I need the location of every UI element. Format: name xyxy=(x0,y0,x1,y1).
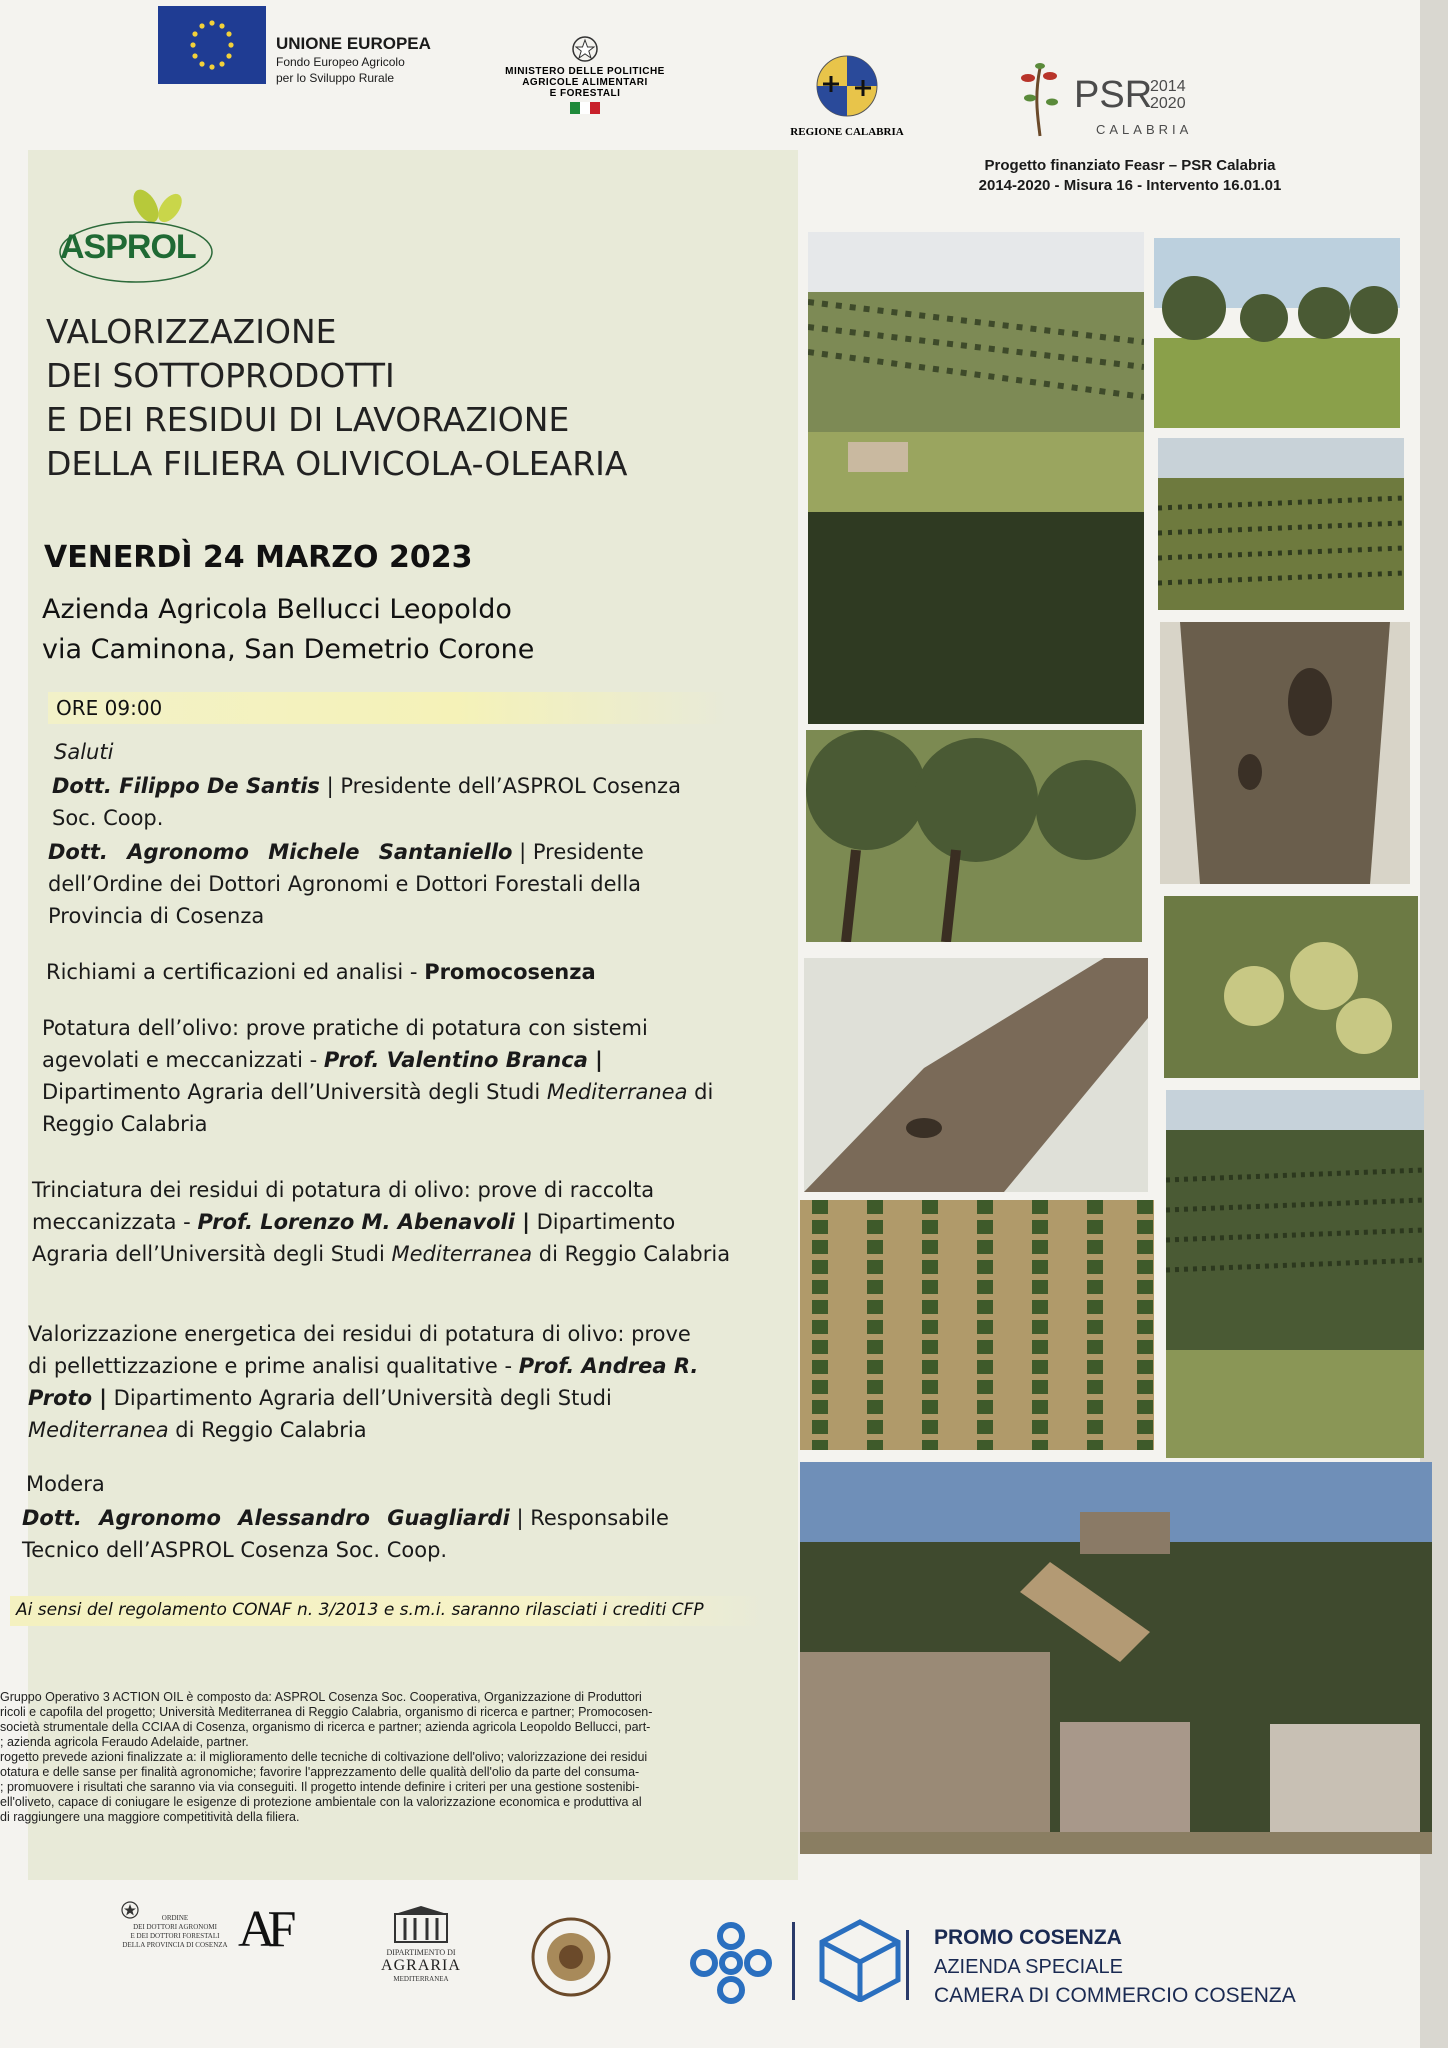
speaker-role-cont: Provincia di Cosenza xyxy=(48,904,265,928)
title-line: E DEI RESIDUI DI LAVORAZIONE xyxy=(46,400,570,439)
ministero-line-2: AGRICOLE ALIMENTARI xyxy=(522,77,648,88)
talk-affiliation: Dipartimento Agraria dell’Università degli Studi xyxy=(106,1386,612,1410)
talk-text: Trinciatura dei residui di potatura di olivo: prove di raccolta xyxy=(32,1178,655,1202)
olive-branch-icon xyxy=(1010,58,1070,138)
footer-logos xyxy=(0,1880,1420,2048)
talk-trinciatura xyxy=(32,1174,772,1270)
talk-affiliation-it: Mediterranea xyxy=(546,1080,688,1104)
ordine-line: E DEI DOTTORI FORESTALI xyxy=(130,1932,220,1940)
title-line: VALORIZZAZIONE xyxy=(46,312,337,351)
eu-label xyxy=(276,34,431,86)
psr-region: CALABRIA xyxy=(1096,122,1193,137)
speaker-role: | Responsabile xyxy=(509,1506,669,1530)
venue-line-2: via Caminona, San Demetrio Corone xyxy=(42,634,535,665)
partners-line: Gruppo Operativo 3 ACTION OIL è composto da: ASPROL Cosenza Soc. Cooperativa, Organizzazione di Produttori xyxy=(0,1690,642,1704)
speaker-santaniello xyxy=(48,836,768,932)
regione-label: REGIONE CALABRIA xyxy=(790,126,904,138)
ministero-logo xyxy=(490,34,680,114)
talk-valorizzazione xyxy=(28,1318,778,1446)
talk-affiliation-it: Mediterranea xyxy=(391,1242,533,1266)
promo-cosenza-name: PROMO COSENZA xyxy=(934,1926,1122,1949)
ordine-line: DEI DOTTORI AGRONOMI xyxy=(133,1923,217,1931)
talk-potatura xyxy=(42,1012,762,1140)
agraria-logo xyxy=(366,1904,476,1983)
ordine-logo-text xyxy=(110,1914,240,1950)
partners-line: ; promuovere i risultati che saranno via via conseguiti. Il progetto intende definire i criteri per una gestione sostenibi- xyxy=(0,1780,640,1794)
eu-title: UNIONE EUROPEA xyxy=(276,34,431,53)
promo-cosenza-line-1: AZIENDA SPECIALE xyxy=(934,1956,1123,1978)
asprol-word: ASPROL xyxy=(60,228,196,266)
talk-text: Potatura dell’olivo: prove pratiche di potatura con sistemi xyxy=(42,1016,648,1040)
psr-word: PSR xyxy=(1074,74,1153,116)
partners-line: ell'oliveto, capace di coniugare le esigenze di protezione ambientale con la valorizzazione economica e produttiva al xyxy=(0,1795,642,1809)
psr-year-end: 2020 xyxy=(1150,95,1186,112)
eu-sub-2: per lo Sviluppo Rurale xyxy=(276,71,395,85)
promo-cosenza-line-2: CAMERA DI COMMERCIO COSENZA xyxy=(934,1984,1296,2007)
ministero-line-3: E FORESTALI xyxy=(549,88,621,99)
project-line-2: 2014-2020 - Misura 16 - Intervento 16.01.01 xyxy=(978,177,1282,194)
partners-line: ricoli e capofila del progetto; Università Mediterranea di Reggio Calabria, organismo di ricerca e partner; Promocosen- xyxy=(0,1705,653,1719)
saluti-label: Saluti xyxy=(54,740,114,764)
title-line: DEI SOTTOPRODOTTI xyxy=(46,356,395,395)
agraria-dip: DIPARTIMENTO DI xyxy=(386,1948,456,1957)
event-venue xyxy=(42,590,534,670)
agraria-sub: MEDITERRANEA xyxy=(393,1975,449,1983)
talk-text: Richiami a certificazioni ed analisi - xyxy=(46,960,425,984)
project-funding xyxy=(930,156,1330,196)
psr-years xyxy=(1150,78,1186,112)
event-title xyxy=(46,310,766,486)
promo-cube-icon xyxy=(818,1918,902,2006)
event-time: ORE 09:00 xyxy=(56,696,163,720)
talk-affiliation-it: Mediterranea xyxy=(28,1418,169,1442)
speaker-name: Dott. Agronomo Michele Santaniello xyxy=(48,840,513,864)
speaker-desantis xyxy=(52,770,772,834)
partners-line: ; azienda agricola Feraudo Adelaide, partner. xyxy=(0,1735,249,1749)
psr-year-start: 2014 xyxy=(1150,78,1186,95)
venue-line-1: Azienda Agricola Bellucci Leopoldo xyxy=(42,594,512,625)
talk-affiliation: Agraria dell’Università degli Studi xyxy=(32,1242,392,1266)
partners-line: società strumentale della CCIAA di Cosenza, organismo di ricerca e partner; azienda agricola Leopoldo Bellucci, part- xyxy=(0,1720,651,1734)
partners-note xyxy=(0,1690,780,1825)
talk-text: agevolati e meccanizzati - xyxy=(42,1048,324,1072)
promo-knot-icon xyxy=(686,1918,776,2012)
talk-speaker-cont: Proto | xyxy=(28,1386,107,1410)
talk-speaker: Promocosenza xyxy=(424,960,596,984)
talk-affiliation-end: di Reggio Calabria xyxy=(168,1418,367,1442)
talk-text: meccanizzata - xyxy=(32,1210,198,1234)
speaker-name: Dott. Agronomo Alessandro Guagliardi xyxy=(22,1506,510,1530)
speaker-role: | Presidente dell’ASPROL Cosenza xyxy=(319,774,681,798)
speaker-role-cont: Soc. Coop. xyxy=(52,806,164,830)
event-time-highlight xyxy=(48,692,728,724)
event-date: VENERDÌ 24 MARZO 2023 xyxy=(44,540,473,575)
regione-calabria-logo xyxy=(772,52,922,138)
eu-flag-icon xyxy=(158,6,266,84)
footer-divider xyxy=(906,1930,909,2000)
talk-affiliation: Dipartimento Agraria dell’Università degli Studi xyxy=(42,1080,547,1104)
af-logo: AF xyxy=(238,1901,289,1958)
modera-label: Modera xyxy=(26,1472,105,1496)
speaker-role-cont: dell’Ordine dei Dottori Agronomi e Dottori Forestali della xyxy=(48,872,642,896)
partners-line: rogetto prevede azioni finalizzate a: il miglioramento delle tecniche di coltivazione dell'olivo; valorizzazione dei residui xyxy=(0,1750,648,1764)
asprol-logo xyxy=(58,180,218,290)
ministero-line-1: MINISTERO DELLE POLITICHE xyxy=(505,66,665,77)
talk-affiliation-cont: Reggio Calabria xyxy=(42,1112,208,1136)
speaker-role: | Presidente xyxy=(512,840,644,864)
conaf-credits-highlight xyxy=(10,1596,766,1626)
title-line: DELLA FILIERA OLIVICOLA-OLEARIA xyxy=(46,444,628,483)
psr-logo xyxy=(1000,52,1240,142)
moderator-guagliardi xyxy=(22,1502,762,1566)
ordine-line: ORDINE xyxy=(161,1914,189,1922)
agraria-name: AGRARIA xyxy=(381,1957,461,1974)
calabria-crest-icon xyxy=(815,52,879,122)
ordine-line: DELLA PROVINCIA DI COSENZA xyxy=(122,1941,228,1949)
talk-richiami xyxy=(46,956,596,988)
speaker-role-cont: Tecnico dell’ASPROL Cosenza Soc. Coop. xyxy=(22,1538,448,1562)
talk-affiliation-end: di Reggio Calabria xyxy=(532,1242,731,1266)
talk-speaker: Prof. Lorenzo M. Abenavoli | xyxy=(197,1210,530,1234)
partners-line: otatura e delle sanse per finalità agronomiche; favorire l'apprezzamento delle qualità dell'olio da parte del consuma- xyxy=(0,1765,640,1779)
partners-line: di raggiungere una maggiore competitività della filiera. xyxy=(0,1810,300,1824)
talk-text: Valorizzazione energetica dei residui di potatura di olivo: prove xyxy=(28,1322,691,1346)
speaker-name: Dott. Filippo De Santis xyxy=(52,774,320,798)
eu-sub-1: Fondo Europeo Agricolo xyxy=(276,55,405,69)
agraria-building-icon xyxy=(391,1904,451,1944)
talk-speaker: Prof. Andrea R. xyxy=(518,1354,699,1378)
project-line-1: Progetto finanziato Feasr – PSR Calabria xyxy=(984,157,1276,174)
footer-divider xyxy=(792,1922,795,2000)
italian-flag-icon xyxy=(570,102,600,114)
italian-emblem-icon xyxy=(570,34,600,66)
talk-affiliation: Dipartimento xyxy=(529,1210,676,1234)
talk-affiliation-end: di xyxy=(687,1080,714,1104)
talk-speaker: Prof. Valentino Branca | xyxy=(323,1048,603,1072)
talk-text: di pellettizzazione e prime analisi qualitative - xyxy=(28,1354,519,1378)
reggio-university-seal-icon xyxy=(530,1916,612,2002)
conaf-credits: Ai sensi del regolamento CONAF n. 3/2013 e s.m.i. saranno rilasciati i crediti CFP xyxy=(16,1600,704,1620)
